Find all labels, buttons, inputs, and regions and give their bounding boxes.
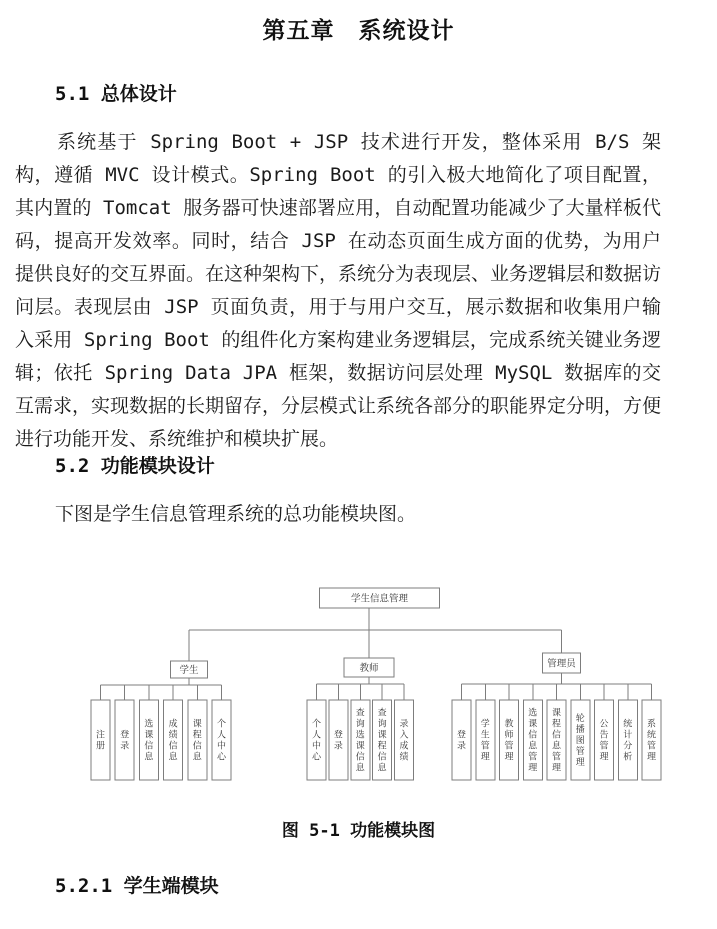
- function-module-diagram: [0, 580, 717, 795]
- diagram-leaf-label: 成绩信息: [168, 719, 178, 763]
- section-5-1-paragraph: 系统基于 Spring Boot + JSP 技术进行开发，整体采用 B/S 架构，遵循 MVC 设计模式。Spring Boot 的引入极大地简化了项目配置，其内置的 Tomcat 服务器可快速部署应用，自动配置功能减少了大量样板代码，提高开发效率。同时，结合 JSP 在动态页面生成方面的优势，为用户提供良好的交互界面。在这种架构下，系统分为表现层、业务逻辑层和数据访问层。表现层由 JSP 页面负责，用于与用户交互，展示数据和收集用户输入采用 Spring Boot 的组件化方案构建业务逻辑层，完成系统关键业务逻辑；依托 Spring Data JPA 框架，数据访问层处理 MySQL 数据库的交互需求，实现数据的长期留存，分层模式让系统各部分的职能界定分明，方便进行功能开发、系统维护和模块扩展。: [15, 131, 662, 450]
- diagram-leaf-label: 选课信息: [144, 719, 154, 763]
- diagram-leaf-label: 登录: [333, 730, 343, 752]
- diagram-leaf-label: 系统管理: [646, 719, 657, 763]
- figure-caption: 图 5-1 功能模块图: [281, 821, 436, 841]
- diagram-leaf-label: 轮播图管理: [575, 714, 585, 768]
- diagram-branch-label: 教师: [359, 663, 379, 674]
- diagram-leaf-label: 统计分析: [623, 719, 633, 763]
- chapter-title: 第五章 系统设计: [262, 18, 455, 44]
- function-module-diagram-svg: [0, 580, 717, 795]
- diagram-branch-label: 学生: [179, 665, 199, 676]
- diagram-leaf-label: 学生管理: [480, 719, 490, 763]
- diagram-leaf-label: 注册: [95, 730, 106, 752]
- diagram-branch-label: 管理员: [547, 658, 576, 670]
- diagram-leaf-label: 录入成绩: [399, 719, 409, 763]
- diagram-root-label: 学生信息管理: [350, 593, 409, 605]
- figure-intro-text: 下图是学生信息管理系统的总功能模块图。: [55, 503, 417, 525]
- section-5-1-heading: 5.1 总体设计: [55, 83, 177, 105]
- diagram-leaf-label: 公告管理: [599, 719, 609, 763]
- diagram-leaf-label: 教师管理: [504, 719, 514, 763]
- diagram-leaf-label: 课程信息: [192, 719, 202, 763]
- section-5-2-1-heading: 5.2.1 学生端模块: [55, 875, 219, 897]
- diagram-leaf-label: 登录: [456, 730, 467, 752]
- diagram-leaf-label: 查询课程信息: [377, 708, 387, 774]
- diagram-leaf-label: 个人中心: [311, 719, 322, 763]
- diagram-leaf-label: 课程信息管理: [551, 708, 562, 774]
- diagram-leaf-label: 登录: [120, 730, 130, 752]
- diagram-leaf-label: 个人中心: [216, 719, 227, 763]
- section-5-2-heading: 5.2 功能模块设计: [55, 455, 215, 477]
- diagram-leaf-label: 查询选课信息: [355, 708, 365, 774]
- diagram-leaf-label: 选课信息管理: [528, 708, 538, 774]
